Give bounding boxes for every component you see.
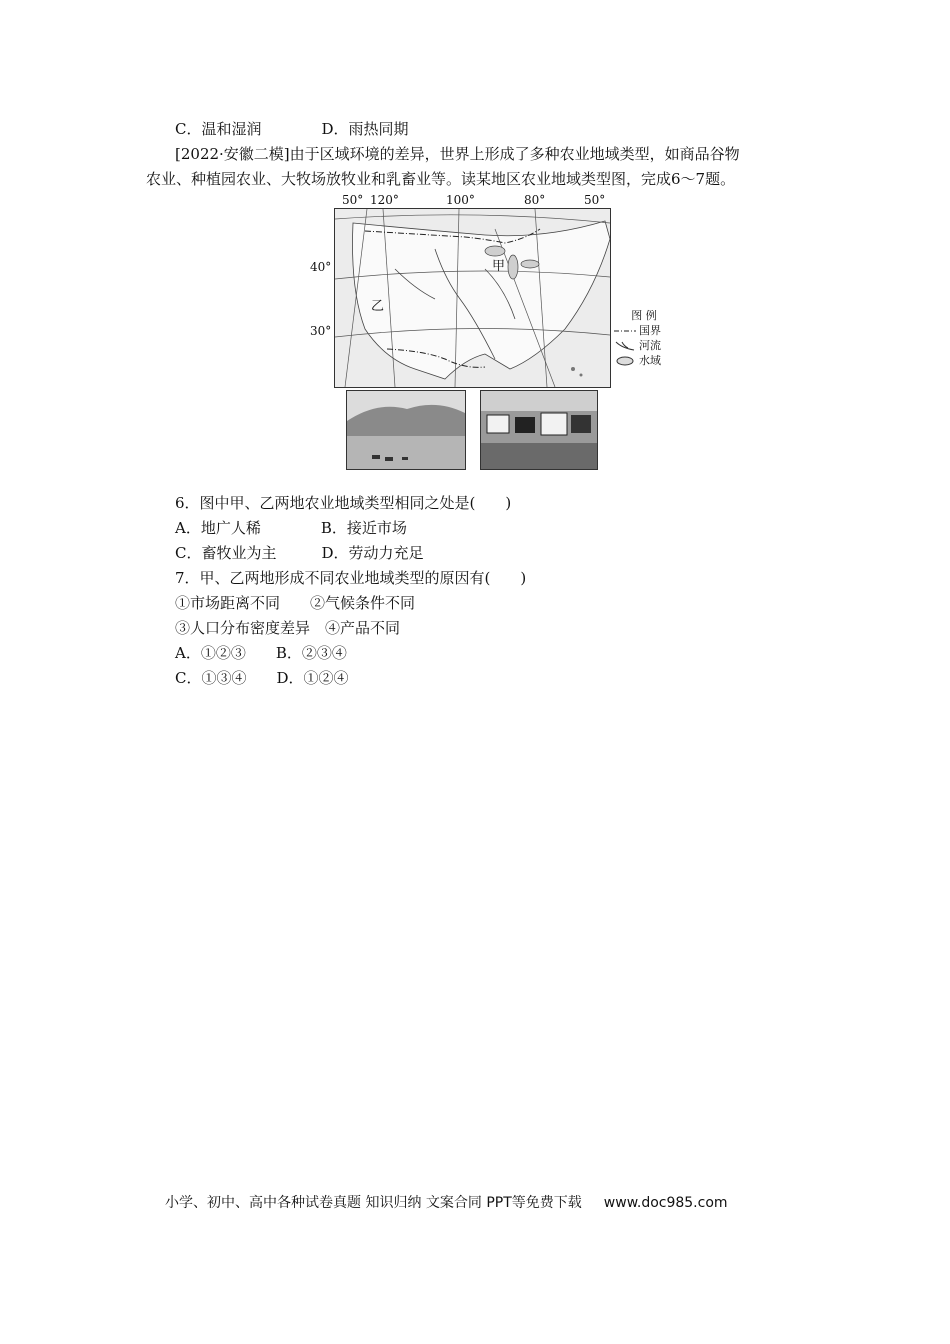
lon-label: 50° — [342, 193, 364, 207]
lon-label: 100° — [446, 193, 475, 207]
question-5-options-cd: C．温和湿润 D．雨热同期 — [175, 120, 409, 138]
water-icon — [614, 355, 636, 367]
dairy-photo — [480, 390, 598, 470]
map-longitude-labels — [334, 193, 609, 209]
legend-border-label: 国界 — [639, 324, 661, 337]
river-icon — [614, 340, 636, 352]
passage-intro: [2022·安徽二模]由于区域环境的差异，世界上形成了多种农业地域类型，如商品谷物 — [175, 145, 740, 163]
lon-label: 80° — [524, 193, 546, 207]
legend-title: 图 例 — [631, 309, 657, 322]
dairy-barn-image — [481, 391, 597, 469]
page-footer — [165, 1192, 728, 1212]
question-6: 6．图中甲、乙两地农业地域类型相同之处是( ) — [175, 494, 512, 512]
lon-label: 50° — [584, 193, 606, 207]
label-yi: 乙 — [371, 299, 385, 314]
border-line-icon — [614, 327, 636, 335]
question-7: 7．甲、乙两地形成不同农业地域类型的原因有( ) — [175, 569, 527, 587]
legend-river-label: 河流 — [639, 339, 661, 352]
ranch-scene-image — [347, 391, 465, 469]
agriculture-map-figure — [310, 193, 674, 471]
ranch-photo — [346, 390, 466, 470]
legend-water-label: 水域 — [639, 354, 661, 367]
lat-label-40: 40° — [310, 260, 332, 274]
label-jia: 甲 — [492, 259, 506, 274]
lat-label-30: 30° — [310, 324, 332, 338]
lon-label: 120° — [370, 193, 399, 207]
question-6-options-ab: A．地广人稀 B．接近市场 — [175, 519, 407, 537]
question-7-options-ab: A．①②③ B．②③④ — [175, 644, 347, 662]
footer-site-link[interactable]: www.doc985.com — [603, 1195, 728, 1211]
map-legend — [614, 308, 674, 368]
legend-row-river — [614, 338, 674, 353]
passage-intro-cont: 农业、种植园农业、大牧场放牧业和乳畜业等。读某地区农业地域类型图，完成6～7题。 — [146, 170, 736, 188]
question-6-options-cd: C．畜牧业为主 D．劳动力充足 — [175, 544, 424, 562]
footer-text: 小学、初中、高中各种试卷真题 知识归纳 文案合同 PPT等免费下载 — [165, 1195, 582, 1211]
question-7-statements-1: ①市场距离不同 ②气候条件不同 — [175, 594, 416, 612]
map-panel — [334, 208, 611, 388]
question-7-statements-2: ③人口分布密度差异 ④产品不同 — [175, 619, 401, 637]
legend-row-border — [614, 323, 674, 338]
legend-row-water — [614, 353, 674, 368]
question-7-options-cd: C．①③④ D．①②④ — [175, 669, 349, 687]
